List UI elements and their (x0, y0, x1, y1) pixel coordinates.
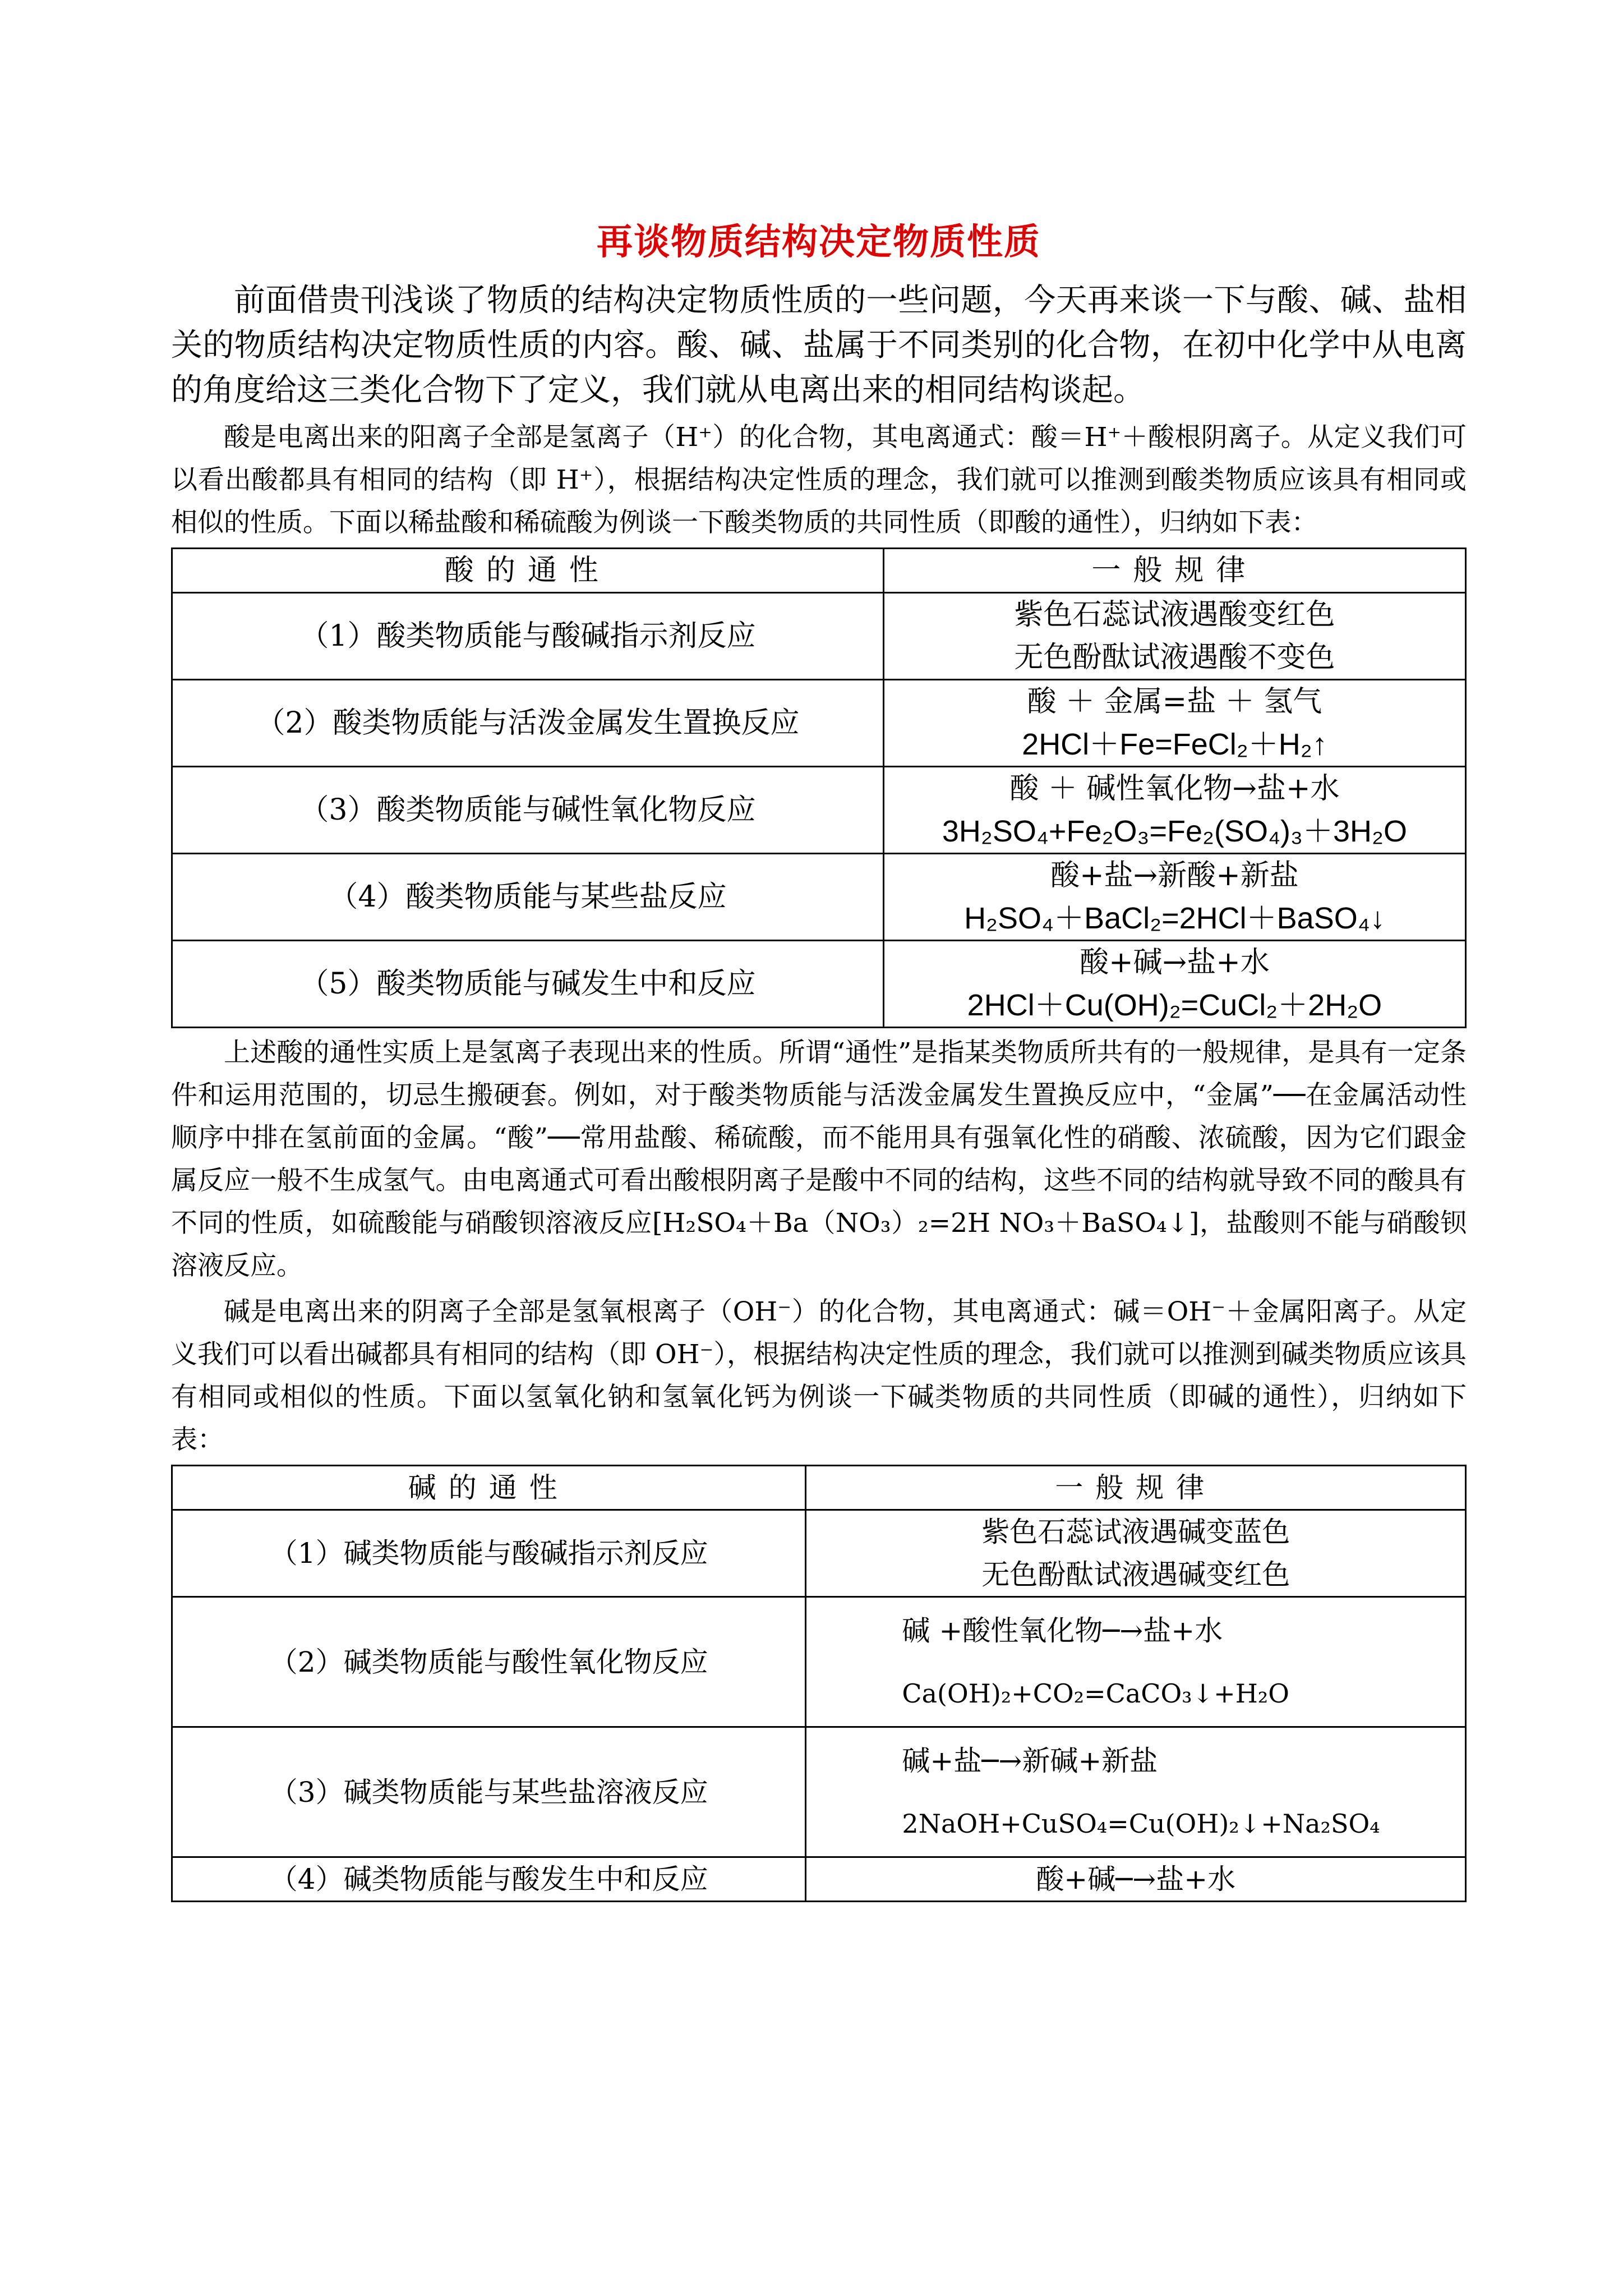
intro-paragraph: 前面借贵刊浅谈了物质的结构决定物质性质的一些问题，今天再来谈一下与酸、碱、盐相关的物质结构决定物质性质的内容。酸、碱、盐属于不同类别的化合物，在初中化学中从电离的角度给这三类化合物下了定义，我们就从电离出来的相同结构谈起。 (171, 282, 1467, 408)
rule-text: 紫色石蕊试液遇酸变红色 (1014, 598, 1335, 632)
equation-text: H₂SO₄＋BaCl₂=2HCl＋BaSO₄↓ (964, 901, 1385, 935)
property-cell: （4）碱类物质能与酸发生中和反应 (172, 1857, 806, 1902)
rule-text: 紫色石蕊试液遇碱变蓝色 (981, 1516, 1290, 1548)
rule-text: 无色酚酞试液遇酸不变色 (1014, 641, 1335, 674)
base-properties-table (171, 1465, 1467, 1902)
table-row (172, 593, 1466, 680)
acid-intro-paragraph: 酸是电离出来的阳离子全部是氢离子（H⁺）的化合物，其电离通式：酸＝H⁺＋酸根阴离子。从定义我们可以看出酸都具有相同的结构（即 H⁺），根据结构决定性质的理念，我们就可以推测到酸类物质应该具有相同或相似的性质。下面以稀盐酸和稀硫酸为例谈一下酸类物质的共同性质（即酸的通性），归纳如下表： (171, 422, 1467, 538)
table-row (172, 680, 1466, 767)
rule-cell (883, 854, 1465, 941)
rule-cell (806, 1857, 1466, 1902)
table-header-row (172, 549, 1466, 593)
equation-text: 2HCl＋Cu(OH)₂=CuCl₂＋2H₂O (967, 988, 1382, 1022)
document-page (171, 213, 1467, 1906)
rule-text: 碱 +酸性氧化物─→盐+水 (902, 1614, 1223, 1647)
table-row (172, 1727, 1466, 1857)
table-row (172, 1597, 1466, 1727)
rule-text: 无色酚酞试液遇碱变红色 (981, 1558, 1290, 1591)
spacer (902, 1782, 1459, 1802)
header-rule: 一般规律 (806, 1466, 1466, 1510)
property-cell: （5）酸类物质能与碱发生中和反应 (172, 941, 884, 1028)
base-intro-paragraph: 碱是电离出来的阴离子全部是氢氧根离子（OH⁻）的化合物，其电离通式：碱＝OH⁻＋金属阳离子。从定义我们可以看出碱都具有相同的结构（即 OH⁻），根据结构决定性质的理念，我们就可以推测到碱类物质应该具有相同或相似的性质。下面以氢氧化钠和氢氧化钙为例谈一下碱类物质的共同性质（即碱的通性），归纳如下表： (171, 1296, 1467, 1455)
table-row (172, 767, 1466, 854)
rule-text: 酸+盐→新酸+新盐 (1050, 859, 1299, 892)
rule-cell (883, 593, 1465, 680)
rule-text: 酸 ＋ 碱性氧化物→盐+水 (1009, 772, 1340, 806)
header-property: 碱的通性 (172, 1466, 806, 1510)
equation-text: 2HCl＋Fe=FeCl₂＋H₂↑ (1022, 728, 1327, 761)
table-row (172, 1857, 1466, 1902)
header-rule: 一般规律 (883, 549, 1465, 593)
rule-cell (883, 767, 1465, 854)
property-cell: （2）碱类物质能与酸性氧化物反应 (172, 1597, 806, 1727)
table-row (172, 1510, 1466, 1597)
property-cell: （3）碱类物质能与某些盐溶液反应 (172, 1727, 806, 1857)
table-header-row (172, 1466, 1466, 1510)
equation-text: Ca(OH)₂+CO₂=CaCO₃↓+H₂O (902, 1678, 1289, 1709)
document-title: 再谈物质结构决定物质性质 (597, 222, 1041, 263)
property-cell: （2）酸类物质能与活泼金属发生置换反应 (172, 680, 884, 767)
equation-text: 2NaOH+CuSO₄=Cu(OH)₂↓+Na₂SO₄ (902, 1808, 1380, 1839)
rule-text: 酸 ＋ 金属=盐 ＋ 氢气 (1027, 685, 1322, 719)
header-property: 酸的通性 (172, 549, 884, 593)
property-cell: （1）酸类物质能与酸碱指示剂反应 (172, 593, 884, 680)
rule-cell (806, 1597, 1466, 1727)
property-cell: （4）酸类物质能与某些盐反应 (172, 854, 884, 941)
acid-properties-table (171, 547, 1467, 1028)
table-row (172, 854, 1466, 941)
rule-text: 酸+碱→盐+水 (1080, 946, 1270, 979)
acid-summary-paragraph: 上述酸的通性实质上是氢离子表现出来的性质。所谓“通性”是指某类物质所共有的一般规律，是具有一定条件和运用范围的，切忌生搬硬套。例如，对于酸类物质能与活泼金属发生置换反应中，“金属”──在金属活动性顺序中排在氢前面的金属。“酸”──常用盐酸、稀硫酸，而不能用具有强氧化性的硝酸、浓硫酸，因为它们跟金属反应一般不生成氢气。由电离通式可看出酸根阴离子是酸中不同的结构，这些不同的结构就导致不同的酸具有不同的性质，如硫酸能与硝酸钡溶液反应[H₂SO₄＋Ba（NO₃）₂=2H NO₃＋BaSO₄↓]，盐酸则不能与硝酸钡溶液反应。 (171, 1037, 1467, 1281)
property-cell: （1）碱类物质能与酸碱指示剂反应 (172, 1510, 806, 1597)
rule-cell (806, 1510, 1466, 1597)
rule-cell (883, 680, 1465, 767)
rule-cell (883, 941, 1465, 1028)
equation-text: 3H₂SO₄+Fe₂O₃=Fe₂(SO₄)₃＋3H₂O (942, 815, 1407, 848)
rule-cell (806, 1727, 1466, 1857)
rule-text: 碱+盐─→新碱+新盐 (902, 1744, 1158, 1777)
table-row (172, 941, 1466, 1028)
spacer (902, 1652, 1459, 1672)
rule-text: 酸+碱─→盐+水 (1036, 1863, 1236, 1895)
property-cell: （3）酸类物质能与碱性氧化物反应 (172, 767, 884, 854)
